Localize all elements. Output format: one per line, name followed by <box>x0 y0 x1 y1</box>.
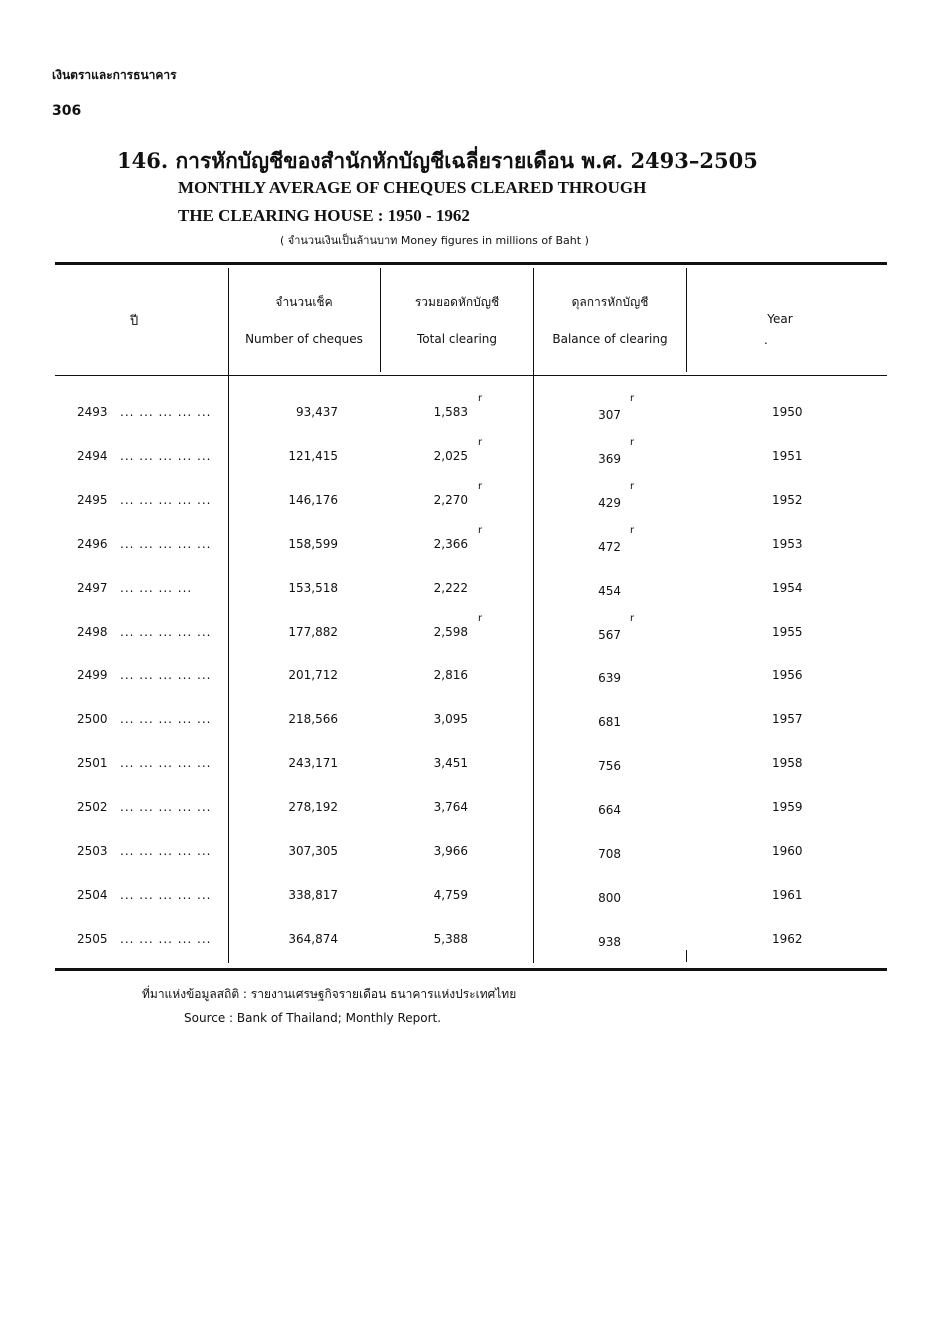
cell-year: 1955 <box>772 624 803 639</box>
cell-leader-dots: ... ... ... ... ... <box>120 800 212 815</box>
cell-total: 2,366 <box>433 536 468 551</box>
cell-year: 1954 <box>772 580 803 595</box>
cell-leader-dots: ... ... ... ... ... <box>120 668 212 683</box>
cell-total: 3,764 <box>433 800 468 815</box>
cell-balance: 756 <box>598 759 621 774</box>
table-row <box>0 480 941 513</box>
cell-total: 3,966 <box>433 844 468 858</box>
cell-cheques: 158,599 <box>288 536 338 551</box>
header-balance <box>535 293 685 346</box>
header-total <box>382 293 532 346</box>
cell-total: 2,270 <box>433 492 468 507</box>
revised-mark: r <box>478 393 483 404</box>
revised-mark: r <box>478 480 483 492</box>
rule-bottom <box>55 968 887 971</box>
rule-header <box>55 375 887 376</box>
page-number: 306 <box>52 103 82 119</box>
cell-year-thai: 2505 <box>77 931 108 946</box>
column-divider <box>380 268 381 372</box>
cell-year-thai: 2494 <box>77 448 108 463</box>
cell-year: 1958 <box>772 756 803 771</box>
header-cheques-english: Number of cheques <box>245 332 363 346</box>
cell-year-thai: 2503 <box>77 844 108 858</box>
cell-year: 1959 <box>772 800 803 815</box>
cell-balance: 454 <box>598 583 621 598</box>
title-english-line1: MONTHLY AVERAGE OF CHEQUES CLEARED THROUGH <box>178 178 647 197</box>
revised-mark: r <box>478 524 483 536</box>
cell-year-thai: 2497 <box>77 580 108 595</box>
cell-balance: 938 <box>598 934 621 949</box>
column-divider <box>686 268 687 372</box>
table-row <box>0 612 941 645</box>
cell-cheques: 307,305 <box>288 844 338 858</box>
cell-cheques: 278,192 <box>288 800 338 815</box>
cell-balance: 800 <box>598 890 621 905</box>
cell-leader-dots: ... ... ... ... ... <box>120 756 212 771</box>
cell-year-thai: 2495 <box>77 492 108 507</box>
cell-balance: 369 <box>598 451 621 466</box>
cell-leader-dots: ... ... ... ... ... <box>120 405 212 419</box>
cell-balance: 567 <box>598 627 621 642</box>
cell-year-thai: 2493 <box>77 405 108 419</box>
rule-top <box>55 262 887 265</box>
cell-balance: 681 <box>598 715 621 730</box>
revised-mark: r <box>630 393 635 404</box>
cell-leader-dots: ... ... ... ... ... <box>120 931 212 946</box>
cell-year: 1960 <box>772 844 803 858</box>
table-row <box>0 932 941 952</box>
cell-total: 4,759 <box>433 887 468 902</box>
cell-total: 2,222 <box>433 580 468 595</box>
revised-mark: r <box>478 436 483 448</box>
cell-year: 1953 <box>772 536 803 551</box>
cell-leader-dots: ... ... ... ... ... <box>120 536 212 551</box>
cell-total: 2,598 <box>433 624 468 639</box>
cell-cheques: 177,882 <box>288 624 338 639</box>
cell-year-thai: 2499 <box>77 668 108 683</box>
revised-mark: r <box>630 612 635 624</box>
cell-year: 1952 <box>772 492 803 507</box>
cell-cheques: 93,437 <box>296 405 338 419</box>
revised-mark: r <box>630 436 635 448</box>
cell-balance: 429 <box>598 495 621 510</box>
cell-year: 1951 <box>772 448 803 463</box>
table-title <box>117 145 877 225</box>
cell-year-thai: 2498 <box>77 624 108 639</box>
cell-total: 2,025 <box>433 448 468 463</box>
cell-total: 2,816 <box>433 668 468 683</box>
header-total-thai: รวมยอดหักบัญชี <box>414 295 500 309</box>
table-row <box>0 668 941 688</box>
cell-total: 5,388 <box>433 931 468 946</box>
header-year-thai: ปี <box>130 314 139 329</box>
cell-balance: 307 <box>598 408 621 422</box>
table-row <box>0 712 941 732</box>
cell-year: 1961 <box>772 887 803 902</box>
cell-leader-dots: ... ... ... ... <box>120 580 193 595</box>
cell-total: 3,451 <box>433 756 468 771</box>
cell-year-thai: 2500 <box>77 712 108 727</box>
cell-year: 1950 <box>772 405 803 419</box>
header-year-dot: . <box>764 333 768 347</box>
cell-leader-dots: ... ... ... ... ... <box>120 492 212 507</box>
cell-total: 3,095 <box>433 712 468 727</box>
table-row <box>0 844 941 864</box>
revised-mark: r <box>478 612 483 624</box>
cell-cheques: 121,415 <box>288 448 338 463</box>
title-thai: 146. การหักบัญชีของสำนักหักบัญชีเฉลี่ยรายเดือน พ.ศ. 2493–2505 <box>117 148 758 173</box>
cell-cheques: 364,874 <box>288 931 338 946</box>
table-row <box>0 756 941 776</box>
running-head: เงินตราและการธนาคาร <box>52 68 177 82</box>
cell-cheques: 153,518 <box>288 580 338 595</box>
units-note: ( จำนวนเงินเป็นล้านบาท Money figures in millions of Baht ) <box>280 234 589 247</box>
cell-balance: 664 <box>598 803 621 818</box>
table-row <box>0 800 941 820</box>
revised-mark: r <box>630 524 635 536</box>
cell-leader-dots: ... ... ... ... ... <box>120 712 212 727</box>
cell-leader-dots: ... ... ... ... ... <box>120 448 212 463</box>
table-row <box>0 393 941 425</box>
cell-year-thai: 2502 <box>77 800 108 815</box>
cell-cheques: 338,817 <box>288 887 338 902</box>
title-english-line2: THE CLEARING HOUSE : 1950 - 1962 <box>178 206 470 225</box>
cell-year-thai: 2496 <box>77 536 108 551</box>
source-thai: ที่มาแห่งข้อมูลสถิติ : รายงานเศรษฐกิจรายเดือน ธนาคารแห่งประเทศไทย <box>142 987 517 1001</box>
cell-year-thai: 2501 <box>77 756 108 771</box>
table-row <box>0 524 941 557</box>
cell-year: 1956 <box>772 668 803 683</box>
revised-mark: r <box>630 480 635 492</box>
column-divider <box>686 950 687 962</box>
header-cheques-thai: จำนวนเช็ค <box>275 295 333 309</box>
cell-total: 1,583 <box>433 405 468 419</box>
cell-cheques: 243,171 <box>288 756 338 771</box>
cell-year: 1962 <box>772 931 803 946</box>
cell-leader-dots: ... ... ... ... ... <box>120 887 212 902</box>
header-balance-thai: ดุลการหักบัญชี <box>571 295 649 309</box>
cell-year: 1957 <box>772 712 803 727</box>
cell-cheques: 201,712 <box>288 668 338 683</box>
header-year-english: Year <box>767 312 793 326</box>
cell-year-thai: 2504 <box>77 887 108 902</box>
header-balance-english: Balance of clearing <box>552 332 668 346</box>
header-total-english: Total clearing <box>417 332 497 346</box>
table-row <box>0 436 941 469</box>
cell-leader-dots: ... ... ... ... ... <box>120 844 212 858</box>
source-english: Source : Bank of Thailand; Monthly Report. <box>184 1011 442 1025</box>
table-row <box>0 888 941 908</box>
cell-cheques: 218,566 <box>288 712 338 727</box>
cell-balance: 472 <box>598 539 621 554</box>
cell-cheques: 146,176 <box>288 492 338 507</box>
cell-balance: 639 <box>598 671 621 686</box>
table-row <box>0 581 941 601</box>
header-cheques <box>230 293 378 346</box>
cell-balance: 708 <box>598 847 621 861</box>
cell-leader-dots: ... ... ... ... ... <box>120 624 212 639</box>
